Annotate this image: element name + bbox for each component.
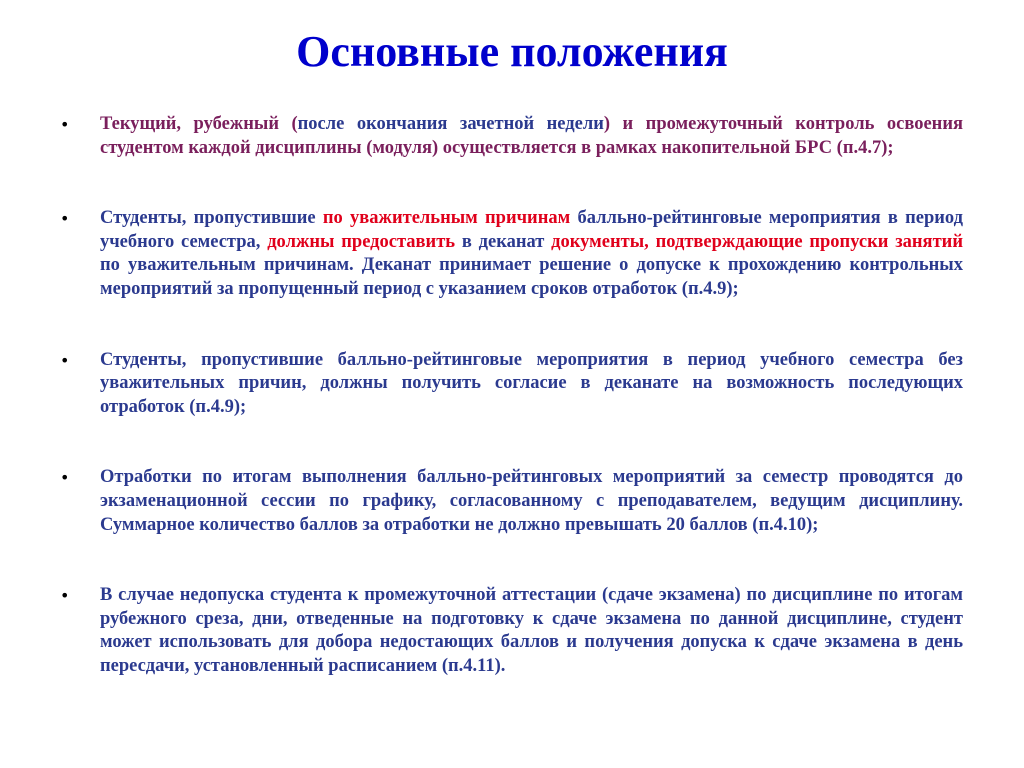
highlight-segment: документы, подтверждающие пропуски занятий xyxy=(551,231,963,252)
text-segment: Текущий, рубежный ( xyxy=(100,114,298,134)
bullet-text xyxy=(100,208,963,299)
bullet-icon: • xyxy=(60,586,70,606)
bullet-icon: • xyxy=(60,209,70,229)
text-segment: Студенты, пропустившие xyxy=(100,208,323,229)
bullet-list xyxy=(60,113,963,726)
bullet-item xyxy=(60,349,963,420)
text-segment: по уважительным причинам. Деканат принимает решение о допуске к прохождению контрольных мероприятий за пропущенный период с указанием сроков отработок (п.4.9); xyxy=(100,255,963,299)
text-segment: в деканат xyxy=(455,231,552,252)
bullet-icon: • xyxy=(60,350,70,370)
text-segment: после окончания зачетной недели xyxy=(297,114,604,134)
bullet-icon: • xyxy=(60,468,70,488)
highlight-segment: должны предоставить xyxy=(267,231,456,252)
highlight-segment: по уважительным причинам xyxy=(322,208,571,229)
text-segment: В случае недопуска студента к промежуточной аттестации (сдаче экзамена) по дисциплине по итогам рубежного среза, дни, отведенные на подготовку к сдаче экзамена по данной дисциплине, студент может использовать для добора недостающих баллов и получения допуска к сдаче экзамена в день пересдачи, установленный расписанием (п.4.11). xyxy=(100,585,963,676)
text-segment: Отработки по итогам выполнения балльно-рейтинговых мероприятий за семестр проводятся до экзаменационной сессии по графику, согласованному с преподавателем, ведущим дисциплину. Суммарное количество баллов за отработки не должно превышать 20 баллов (п.4.10); xyxy=(100,467,963,535)
bullet-icon: • xyxy=(60,115,70,134)
bullet-text xyxy=(100,467,963,534)
bullet-item xyxy=(60,466,963,537)
text-segment: балльно-рейтинговые мероприятия в период учебного семестра, xyxy=(100,208,963,252)
slide-title: Основные положения xyxy=(296,27,728,76)
bullet-item xyxy=(60,584,963,678)
bullet-text xyxy=(100,350,963,417)
bullet-text xyxy=(100,114,963,158)
bullet-text xyxy=(100,585,963,676)
text-segment: ) и промежуточный контроль освоения студентом каждой дисциплины (модуля) осуществляется в рамках накопительной БРС (п.4.7); xyxy=(100,114,963,158)
text-segment: Студенты, пропустившие балльно-рейтинговые мероприятия в период учебного семестра без уважительных причин, должны получить согласие в деканате на возможность последующих отработок (п.4.9); xyxy=(100,349,963,417)
bullet-item xyxy=(60,207,963,301)
bullet-item xyxy=(60,113,963,160)
